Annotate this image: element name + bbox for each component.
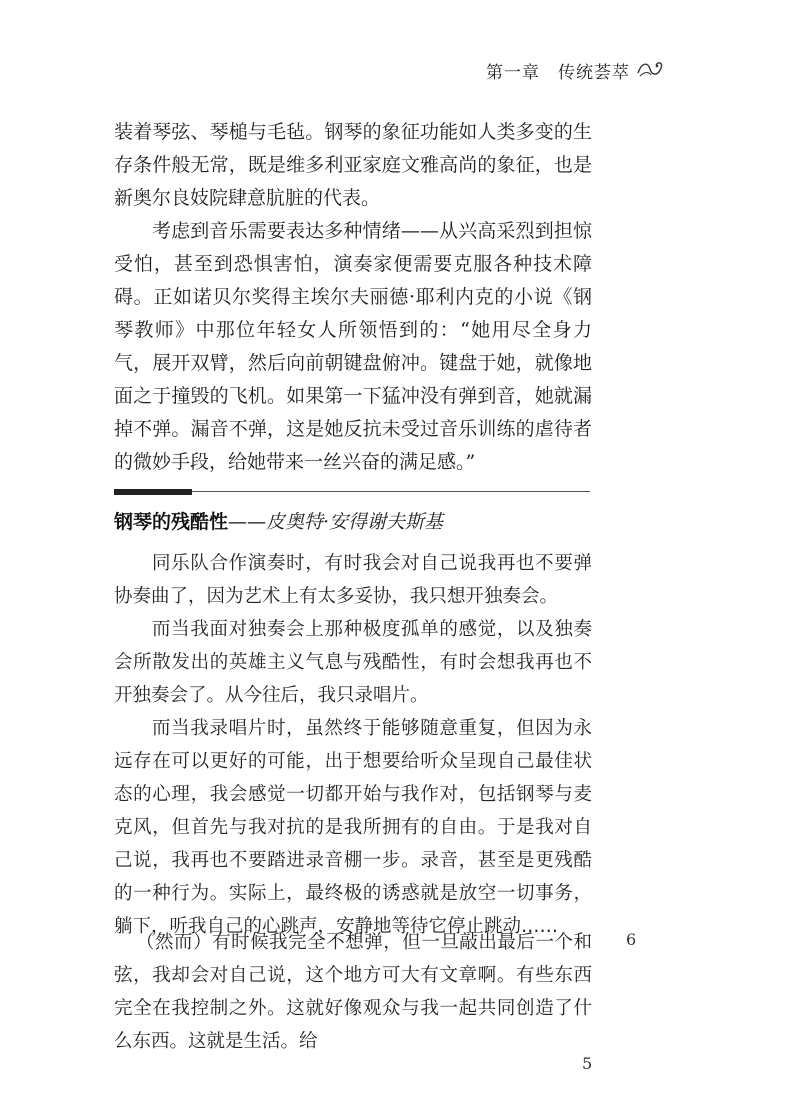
running-header <box>486 58 630 83</box>
section-heading-dash: —— <box>228 511 267 533</box>
page-number: 5 <box>582 1054 593 1073</box>
flourish-ornament-icon <box>636 58 666 80</box>
margin-note-number: 6 <box>626 930 637 949</box>
section-heading-author: 皮奥特·安得谢夫斯基 <box>266 511 444 533</box>
chapter-title: 传统荟萃 <box>558 63 630 83</box>
section-heading <box>114 507 443 537</box>
section-divider-accent <box>114 489 192 495</box>
chapter-label: 第一章 <box>486 63 540 83</box>
paragraph-continuation: 装着琴弦、琴槌与毛毡。钢琴的象征功能如人类多变的生存条件般无常，既是维多利亚家庭文雅高尚的象征，也是新奥尔良妓院肆意肮脏的代表。 <box>114 121 592 209</box>
paragraph-recital: 而当我面对独奏会上那种极度孤单的感觉，以及独奏会所散发出的英雄主义气息与残酷性，有时会想我再也不开独奏会了。从今往后，我只录唱片。 <box>114 619 592 706</box>
paragraph-concerto: 同乐队合作演奏时，有时我会对自己说我再也不要弹协奏曲了，因为艺术上有太多妥协，我只想开独奏会。 <box>114 553 592 607</box>
paragraph-recording: 而当我录唱片时，虽然终于能够随意重复，但因为永远存在可以更好的可能，出于想要给听众呈现自己最佳状态的心理，我会感觉一切都开始与我作对，包括钢琴与麦克风，但首先与我对抗的是我所拥有的自由。于是我对自己说，我再也不要踏进录音棚一步。录音，甚至是更残酷的一种行为。实际上，最终极的诱惑就是放空一切事务，躺下，听我自己的心跳声，安静地等待它停止跳动…… <box>114 718 592 937</box>
paragraph-final-chord: （然而）有时候我完全不想弹，但一旦敲出最后一个和弦，我却会对自己说，这个地方可大有文章啊。有些东西完全在我控制之外。这就好像观众与我一起共同创造了什么东西。这就是生活。给 <box>114 932 592 1052</box>
paragraph-jelinek-quote: 考虑到音乐需要表达多种情绪——从兴高采烈到担惊受怕，甚至到恐惧害怕，演奏家便需要克服各种技术障碍。正如诺贝尔奖得主埃尔夫丽德·耶利内克的小说《钢琴教师》中那位年轻女人所领悟到的：“她用尽全身力气，展开双臂，然后向前朝键盘俯冲。键盘于她，就像地面之于撞毁的飞机。如果第一下猛冲没有弹到音，她就漏掉不弹。漏音不弹，这是她反抗未受过音乐训练的虐待者的微妙手段，给她带来一丝兴奋的满足感。” <box>114 220 592 473</box>
section-heading-title: 钢琴的残酷性 <box>114 511 229 533</box>
